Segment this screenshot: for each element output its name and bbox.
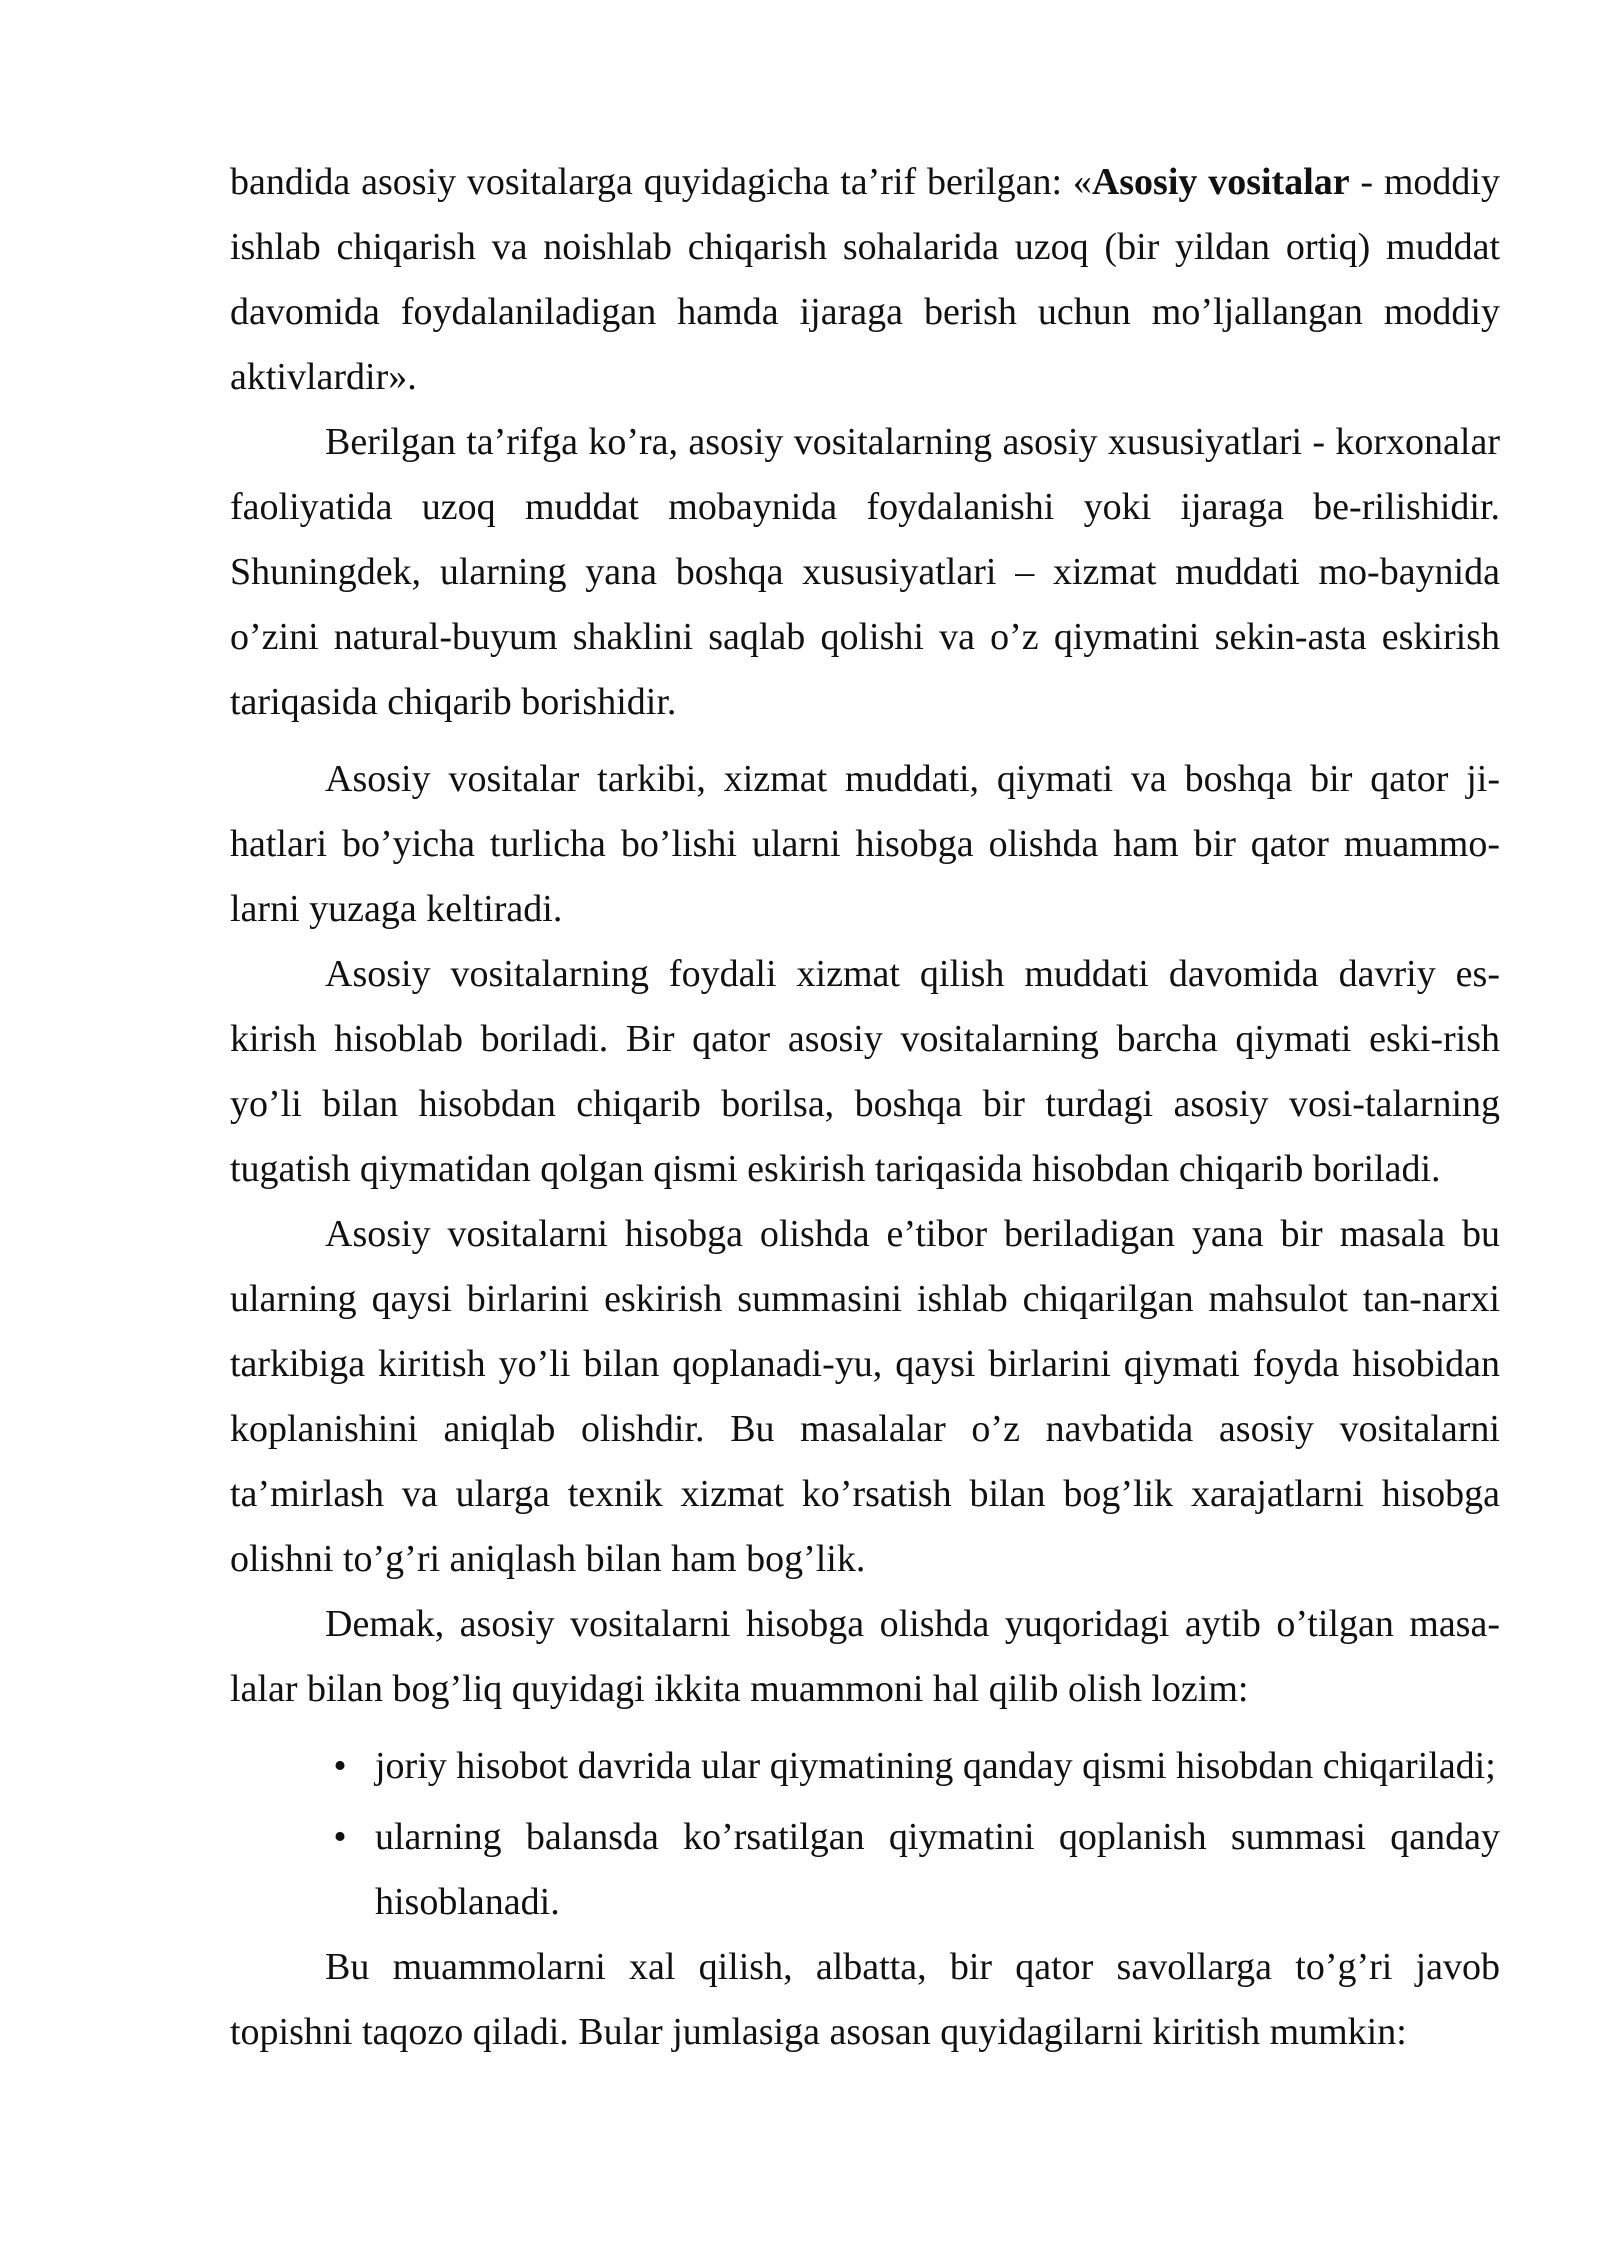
paragraph-6: Demak, asosiy vositalarni hisobga olishda yuqoridagi aytib o’tilgan masa-lalar bilan bog’liq quyidagi ikkita muammoni hal qilib olish lozim: [230,1603,1500,1710]
paragraph-4: Asosiy vositalarning foydali xizmat qilish muddati davomida davriy es-kirish hisoblab boriladi. Bir qator asosiy vositalarning barcha qiymati eski-rish yo’li bilan hisobdan chiqarib borilsa, boshqa bir turdagi asosiy vosi-talarning tugatish qiymatidan qolgan qismi eskirish tariqasida hisobdan chiqarib boriladi. [230,953,1500,1190]
paragraph-1-text: bandida asosiy vositalarga quyidagicha ta’rif berilgan: « [230,161,1092,203]
bullet-icon: • [333,1745,347,1787]
paragraph-1 [230,150,1500,410]
list-item [230,1805,1500,1935]
paragraph-2: Berilgan ta’rifga ko’ra, asosiy vositalarning asosiy xususiyatlari - korxonalar faoliyatida uzoq muddat mobaynida foydalanishi yoki ijaraga be-rilishidir. Shuningdek, ularning yana boshqa xususiyatlari – xizmat muddati mo-baynida o’zini natural-buyum shaklini saqlab qolishi va o’z qiymatini sekin-asta eskirish tariqasida chiqarib borishidir. [230,421,1500,723]
bullet-icon: • [333,1816,347,1858]
bullet-list [230,1734,1500,1935]
paragraph-7: Bu muammolarni xal qilish, albatta, bir qator savollarga to’g’ri javob topishni taqozo qiladi. Bular jumlasiga asosan quyidagilarni kiritish mumkin: [230,1946,1500,2053]
paragraph-1-definition: - moddiy ishlab chiqarish va noishlab chiqarish sohalarida uzoq (bir yildan ortiq) muddat davomida foydalaniladigan hamda ijaraga berish uchun mo’ljallangan moddiy aktivlardir». [230,161,1500,398]
paragraph-3: Asosiy vositalar tarkibi, xizmat muddati, qiymati va boshqa bir qator ji-hatlari bo’yicha turlicha bo’lishi ularni hisobga olishda ham bir qator muammo-larni yuzaga keltiradi. [230,758,1500,930]
paragraph-5: Asosiy vositalarni hisobga olishda e’tibor beriladigan yana bir masala bu ularning qaysi birlarini eskirish summasini ishlab chiqarilgan mahsulot tan-narxi tarkibiga kiritish yo’li bilan qoplanadi-yu, qaysi birlarini qiymati foyda hisobidan koplanishini aniqlab olishdir. Bu masalalar o’z navbatida asosiy vositalarni ta’mirlash va ularga texnik xizmat ko’rsatish bilan bog’lik xarajatlarni hisobga olishni to’g’ri aniqlash bilan ham bog’lik. [230,1213,1500,1580]
document-body [230,150,1500,2065]
list-item-text: joriy hisobot davrida ular qiymatining qanday qismi hisobdan chiqariladi; [375,1745,1496,1787]
list-item [230,1734,1500,1799]
list-item-text: ularning balansda ko’rsatilgan qiymatini qoplanish summasi qanday hisoblanadi. [375,1816,1500,1923]
term-asosiy-vositalar: Asosiy vositalar [1091,161,1350,203]
